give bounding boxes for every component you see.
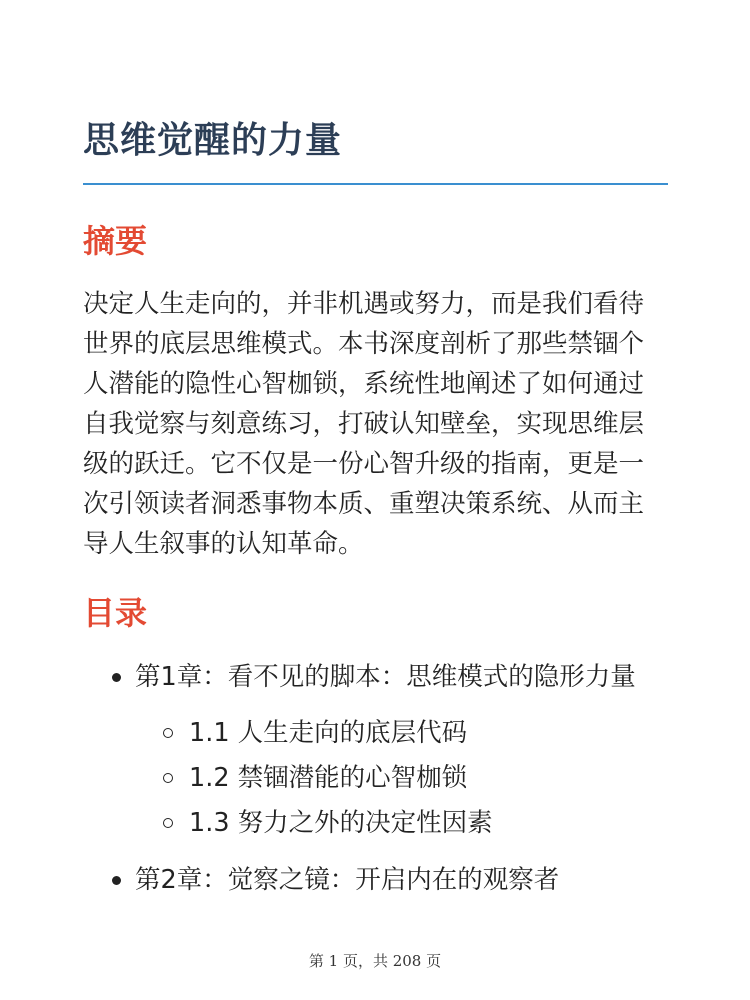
toc-section-1-3[interactable]: 1.3 努力之外的决定性因素 [189,808,493,838]
chapter-bullet [112,673,121,682]
toc-section-1-1[interactable]: 1.1 人生走向的底层代码 [189,718,468,748]
book-title: 思维觉醒的力量 [83,120,343,161]
section-bullet [163,818,173,828]
abstract-body: 决定人生走向的，并非机遇或努力，而是我们看待 世界的底层思维模式。本书深度剖析了那些禁锢个 人潜能的隐性心智枷锁，系统性地阐述了如何通过 自我觉察与刻意练习，打破认知壁垒，实现思维层 级的跃迁。它不仅是一份心智升级的指南，更是一 次引领读者洞悉事物本质、重塑决策系统、从而主 导人生叙事的认知革命。 [83,289,645,559]
section-bullet [163,773,173,783]
toc-heading: 目录 [83,594,148,632]
toc-chapter-1[interactable]: 第1章：看不见的脚本：思维模式的隐形力量 [135,662,636,692]
title-divider [83,183,668,185]
abstract-heading: 摘要 [83,222,148,260]
section-bullet [163,728,173,738]
chapter-bullet [112,876,121,885]
toc-chapter-2[interactable]: 第2章：觉察之镜：开启内在的观察者 [135,865,560,895]
toc-section-1-2[interactable]: 1.2 禁锢潜能的心智枷锁 [189,763,468,793]
page-number-footer: 第 1 页，共 208 页 [308,952,442,970]
